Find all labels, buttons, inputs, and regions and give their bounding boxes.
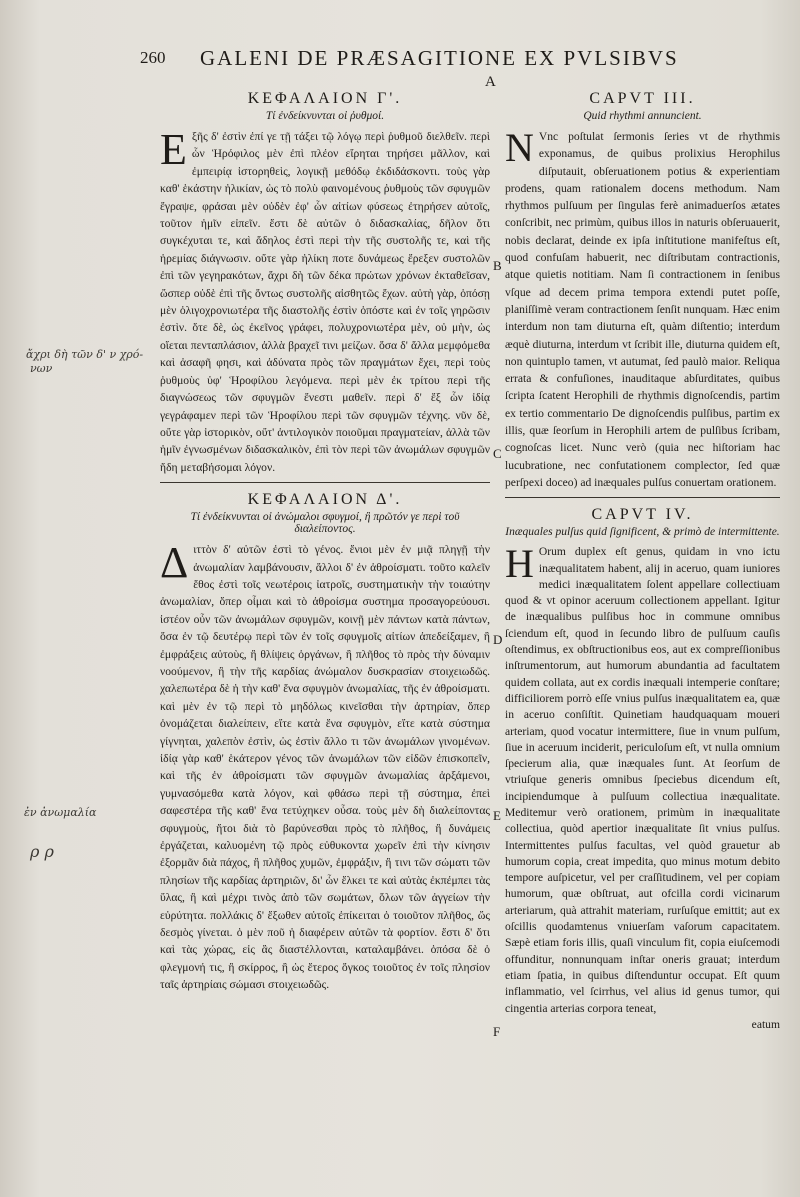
greek-chapter-3 xyxy=(160,90,490,476)
greek-ch3-body xyxy=(160,125,490,476)
margin-annotation: νων xyxy=(30,362,53,375)
divider xyxy=(160,482,490,483)
margin-annotation: ρ ρ xyxy=(30,842,54,861)
margin-marker-d: D xyxy=(493,632,503,647)
latin-chapter-4 xyxy=(505,506,780,1033)
latin-ch4-body xyxy=(505,541,780,1017)
margin-marker-f: F xyxy=(493,1024,501,1039)
latin-ch3-subtitle: Quid rhythmi annuncient. xyxy=(583,110,702,122)
catchword: eatum xyxy=(751,1017,780,1031)
greek-ch4-subtitle: Τί ἐνδείκνυνται οἱ ἀνώμαλοι σφυγμοί, ἢ πρῶτόν γε περὶ τοῦ διαλείποντος. xyxy=(190,511,460,536)
latin-ch3-heading: CAPVT III. xyxy=(589,90,696,107)
greek-chapter-4 xyxy=(160,491,490,994)
margin-marker-b: B xyxy=(493,258,502,273)
greek-ch4-heading: ΚΕΦΑΛΑΙΟΝ Δ'. xyxy=(247,491,403,509)
greek-ch3-subtitle: Τί ἐνδείκνυνται οἱ ῥυθμοί. xyxy=(265,110,385,122)
page-number: 260 xyxy=(140,48,166,67)
greek-ch4-body xyxy=(160,538,490,994)
drop-cap: N xyxy=(505,125,534,170)
margin-annotation: ἄχρι δὴ τῶν δ' ν χρό- xyxy=(26,348,144,361)
drop-cap: H xyxy=(505,541,534,587)
signature-mark: A xyxy=(485,74,496,90)
drop-cap: Δ xyxy=(160,538,189,588)
greek-ch3-text: ξῆς δ' ἐστὶν ἐπί γε τῇ τάξει τῷ λόγῳ περὶ ῥυθμοῦ διελθεῖν. περὶ ὧν Ἡρόφιλος μὲν ἐπὶ πλέον εἴρηται τηρήσει μᾶλλον, καὶ ἐμπειρίᾳ ἱστορηθεὶς, λογικῇ μεθόδῳ ἐκδιδάσκοντι. τοὺς γὰρ καθ' ἑκάστην ἡλικίαν, ὡς τὸ πολὺ φαινομένους ῥυθμοὺς τῶν σφυγμῶν ἔγραψε, φράσαι μὲν οὐδὲν ἐφ' ὧν αἰτίων φύσεως ἐτηρήσεν αὐτοῖς, τοῦτον ἡμῖν εἰπεῖν. ἔστι δὲ αὐτῶν ὁ διδασκαλίας, δῆλον ὅτι συγκέχυται τε, καὶ ἄδηλος ἐστὶ περὶ τὴν τῆς συστολῆς τε, καὶ τῆς ἠρεμίας διάγνωσιν. οὔτε γὰρ ἡλίκη ποτε δυνάμεως ἔρεξεν συστολῶν ἐπὶ τῶν γεγηρακότων, ἄχρι δὴ τῶν δέκα πρώτων χρόνων ἐκταθεῖσαν, ὥσπερ οὐδὲ ἐπὶ τῆς ὄντως συστολῆς αἰσθητῶς ἔχων. αὐτὴ γὰρ, ὁπόσῃ μὲν ὀλιγοχρονιωτέρα τῆς διαστολῆς ἐστὶν ὁπόστε καὶ ἐν τοῖς γηρῶσιν ἐστὶν. ὅτε δὲ, ὡς ἐκεῖνος γράφει, πολυχρονιωτέρα μὲν, οὐ μὴν, ὡς οἴεται πενταπλάσιον, ἀλλὰ βραχεῖ τινι μείζων. ὅσα δ' ἄλλα μεμφόμεθα καὶ ἀσαφῆ φησι, καὶ ἀδύνατα πρὸς τῶν πραγμάτων ἔχει, περὶ τοὺς ῥυθμοὺς ὑφ' Ἡροφίλου λεγόμενα. περὶ μὲν ἐκ τρίτου περὶ τῆς διαγνώσεως τῶν σφυγμῶν ἔνεστι μαθεῖν. περὶ δ' ἔξ ὧν ἰδίᾳ γεγράφαμεν περὶ τῶν Ἡροφίλου περὶ τῶν σφυγμῶν τέχνης. νῦν δὲ, οὔτε γὰρ ἱστορικὸν, οὔτ' ἀντιλογικὸν ποιοῦμαι πραγματείαν, ἀλλὰ τῶν ἡμῖν ἐγνωσμένων διδασκαλικὸν, ἐπὶ τὸν περὶ τῶν ἀνωμάλων σφυγμῶν ἤδη μεταβήσομαι λόγον. xyxy=(160,130,490,474)
latin-ch4-heading: CAPVT IV. xyxy=(591,506,694,524)
latin-column xyxy=(505,90,780,1033)
latin-ch3-text: Vnc poſtulat ſermonis ſeries vt de rhythmis exponamus, de quibus prolixius Herophilus diſputauit, obſeruationem potius & experientiam prodens, quam rationalem docens methodum. Nam rhythmos pulſuum per ſingulas ferè animaduerſos ætates conſcribit, nec primùm, quibus illos in naturis obſeruauerit, nobis declarat, deinde ex ipſa inſtitutione manifeſtus eſt, quod confuſam habuerit, nec diſtributam contractionis, atque quietis notitiam. Nam ſi contractionem in ſenibus vſque ad decem prima tempora extendi putet poſſe, planiſſimè veram contractionem ſenſit nunquam. Hæc enim interdum non tam diuturna eſt, quàm diſtentio; interdum æquè diuturna, interdum vt ſcribit ille, diuturna quidem eſt, non quintuplo tamen, vt autumat, ſed paulò maior. Reliqua errata & confuſiones, inauditaque abſurditates, quibus ſcripta ſcatent Herophili de rhythmis dignoſcendis, partim ex tertio commentario De dignoſcendis pulſibus, partim ex illis, quæ ſeorſum in Herophili artem de pulſibus ſcribam, cognoſcas licet. Nunc verò (quia nec hiſtoriam hac lucubratione, nec confutationem complector, ſed quæ perſpexi doceo) ad inæquales pulſus conuertam orationem. xyxy=(505,130,780,489)
latin-ch3-body xyxy=(505,125,780,491)
drop-cap: Ε xyxy=(160,125,187,174)
margin-annotation: ἐν ἀνωμαλία xyxy=(24,806,97,819)
greek-ch3-heading: ΚΕΦΑΛΑΙΟΝ Γ'. xyxy=(247,90,403,107)
margin-marker-e: E xyxy=(493,808,501,823)
greek-column xyxy=(160,90,490,994)
latin-ch4-text: Orum duplex eſt genus, quidam in vno ictu inæqualitatem habent, alij in aceruo, quam iuniores medici inæqualitatem ſolent appellare collectiuam quod & vt opinor aceruum collectionem appellant. Igitur de inæqualibus pulſibus hoc in commune omnibus ſciendum eſt, quod in ſecundo libro de pulſuum cauſis oſtendimus, ex obſtructionibus eos, aut ex compreſſionibus inſtrumentorum, aut humorum abundantia ad facultatem quidem collata, aut ex cordis inæquali intemperie conſtare; difficiliorem porrò eſſe vnius pulſus inæqualitatem ea, quæ in aceruo conſiſtit. Quinetiam haudquaquam moueri arteriam, quod vocatur intermittere, ſiue in vnum pulſum, ſiue in aceruum inciderit, periculoſum eſt, vt nulla omnium ſpecierum alia, quæ inæquales ſunt. At ſeorſum de vtriuſque generis omnibus ſpeciebus dicendum eſt, incipiendumque à pulſuum collectiua inæqualitate. Meditemur verò orationem, primùm in inæqualitate collectiua, quòd apertior inæqualitate ſit vnius pulſus. Intermittentes pulſus facultas, vel quòd grauetur ab humorum copia, creat impedita, quo minus motum debito tempore auſpicetur, vel per craſſitudinem, vel per copiam humorum, quæ obſtruat, aut ofcilla cordi vicinarum arteriarum, quà attrahit materiam, rurſuſque emittit; aut ex oſcillis quodamtenus vniuerſam vaſorum capacitatem. Sæpè etiam foris illis, quaſi vinculum fit, copia eiuſcemodi offunditur, nonnunquam inſtar oneris grauat; interdum etiam ſpatia, in quibus diſtenduntur occupat. Eſt quum inflammatio, vel ſcirrhus, vel alius id genus tumor, qui cingentia arterias corpora teneat, xyxy=(505,545,780,1015)
running-title: GALENI DE PRÆSAGITIONE EX PVLSIBVS xyxy=(200,46,679,70)
divider xyxy=(505,497,780,498)
margin-marker-c: C xyxy=(493,446,502,461)
greek-ch4-text: ιττὸν δ' αὐτῶν ἐστὶ τὸ γένος. ἔνιοι μὲν ἐν μιᾷ πληγῇ τὴν ἀνωμαλίαν λαμβάνουσιν, ἄλλοι δ' ἐν ἀθροίσματι. τοῦτο καλεῖν ἔθος ἐστὶ τοῖς νεωτέροις ἰατροῖς, συστηματικὴν τὴν τοιαύτην ἀνωμαλίαν, ὅπερ οἶμαι καὶ τὸ ἀθροίσμα συστημα προσαγορεύουσι. ἰστέον οὖν τῶν ἀνωμάλων σφυγμῶν, κοινῇ μὲν πάντων κατὰ πάντων, ὅσα ἐν τῷ δευτέρῳ περὶ τῶν ἐν τοῖς σφυγμοῖς αἰτίων ἀπεδείξαμεν, ἢ ἐμφράξεις αὐτοὺς, ἢ θλίψεις ὀργάνων, ἢ πλῆθος τὸ πρὸς τὴν δύναμιν νοούμενον, ἢ τὴν τῆς καρδίας ἀνώμαλον δυσκρασίαν στοιχειωδῶς. χαλεπωτέρα δὲ ἡ τὴν καθ' ἕνα σφυγμὸν ἀνωμαλίας, τῆς ἐν ἀθροίσματι. καὶ μὲν ἐν τῷ περὶ τὸ μηδόλως κινεῖσθαι τὴν ἀρτηρίαν, ὅπερ ὀνομάζεται διαλείπειν, εἴτε κατὰ ἕνα σφυγμὸν, εἴτε κατὰ σύστημα γίγνηται, χαλεπὸν ἐστὶν, ὡς ἐστὶν ἄλλο τι τῶν ἀνωμάλων γινομένων. ἰδίᾳ γὰρ καθ' ἑκάτερον γένος τῶν ἀνωμάλων τῶν εἰδῶν ἐπισκοπεῖν, καὶ τῆς ἐν ἀθροίσματι τῶν σφυγμῶν ἀνωμαλίας ἀρξάμενοι, γυμνασόμεθα κατὰ λόγον, καὶ φθάσω περὶ τῇ σύστημα, ἐπεὶ σαφεστέρα τῆς καθ' ἕνα τετύχηκεν οὖσα. τοὺς μὲν δὴ διαλείποντας σφυγμοὺς, ἤτοι διὰ τὸ βαρύνεσθαι πρὸς τὸ πλῆθος, ἢ δυνάμεις ἐργάζεται, καλυομένη τῷ πρὸς εὐθυκοντα χωρεῖν ἐπὶ τὴν κίνησιν ἐξορμᾶν διὰ πάχος, ἢ πλῆθος χυμῶν, ἐμφράξιν, ἢ τινι τῶν σώματι τῶν πλησίων τῆς καρδίας ἀρτηριῶν, δι' ὧν ἕλκει τε καὶ αὐτὰς ἐκπέμπει τὰς ὕλας, ἢ καὶ μέχρι τινὸς ἀπὸ τῶν σωμάτων, ὅλων τῶν ἀγγείων τὴν εὐρύτητα. πολλάκις δ' ἔξωθεν αὐτοῖς ἐπίκειται ὁ τοιοῦτον πλῆθος, ὥς δεσμὸς γίνεται. ὁ μὲν ποῦ ἡ διαφέρειν αὐτῶν τὰ φορτίον. ἔστι δ' ὅτι καὶ τὰς χώρας, εἰς ἃς διαστέλλονται, καταλαμβάνει. ὁπόσα δὲ ὁ φλεγμονή τις, ἢ σκίρρος, ἢ ὡς ἕτερος ὄγκος τοιοῦτος ἐν τοῖς πλησίον ταῖς ἀρτηρίαις σώμασι στοιχειωδῶς. xyxy=(160,543,490,992)
latin-ch4-subtitle: Inæquales pulſus quid ſignificent, & primò de intermittente. xyxy=(505,526,780,539)
latin-chapter-3 xyxy=(505,90,780,491)
